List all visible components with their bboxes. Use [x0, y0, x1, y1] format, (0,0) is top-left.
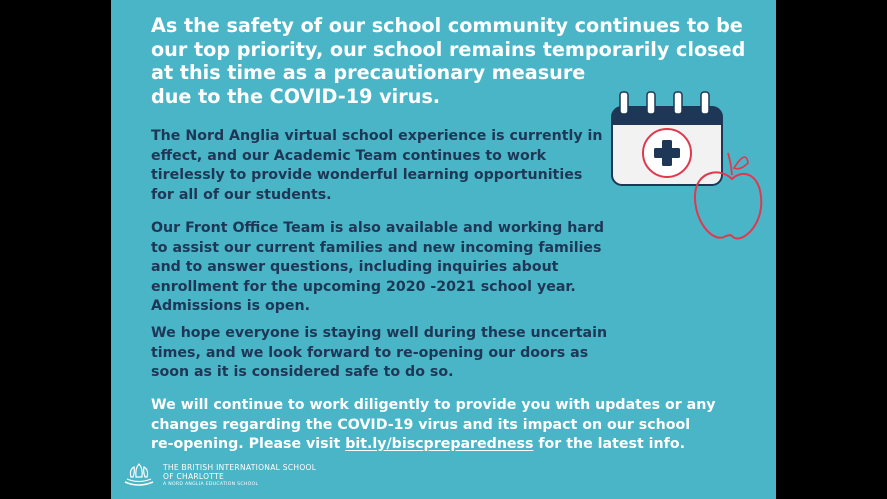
- closing-paragraph: [151, 396, 716, 455]
- calendar-icon: [612, 92, 722, 185]
- paragraph-line: We hope everyone is staying well during these uncertain: [151, 325, 608, 341]
- paragraph-line: Admissions is open.: [151, 298, 311, 314]
- headline-line: As the safety of our school community continues to be: [151, 14, 743, 37]
- announcement-slide: [111, 0, 776, 499]
- paragraph-line: The Nord Anglia virtual school experience is currently in: [151, 128, 603, 144]
- school-tagline: A NORD ANGLIA EDUCATION SCHOOL: [163, 482, 259, 487]
- calendar-apple-illustration: [606, 85, 766, 245]
- paragraph-line: to assist our current families and new incoming families: [151, 239, 602, 256]
- virtual-school-paragraph: [151, 127, 603, 205]
- front-office-paragraph: [151, 219, 604, 317]
- paragraph-line: soon as it is considered safe to do so.: [151, 364, 454, 380]
- closing-line: changes regarding the COVID-19 virus and its impact on our school: [151, 416, 691, 433]
- paragraph-line: for all of our students.: [151, 186, 332, 203]
- school-name-line: OF CHARLOTTE: [163, 472, 225, 481]
- paragraph-line: enrollment for the upcoming 2020 -2021 school year.: [151, 278, 576, 295]
- headline-line: due to the COVID-19 virus.: [151, 84, 441, 108]
- paragraph-line: and to answer questions, including inquiries about: [151, 259, 559, 275]
- paragraph-line: times, and we look forward to re-opening our doors as: [151, 344, 589, 361]
- closing-line: [151, 435, 716, 455]
- crest-icon: [121, 462, 157, 490]
- wellbeing-paragraph: [151, 324, 607, 383]
- closing-line: We will continue to work diligently to provide you with updates or any: [151, 397, 716, 413]
- preparedness-link[interactable]: bit.ly/biscpreparedness: [345, 436, 534, 452]
- headline-line: at this time as a precautionary measure: [151, 61, 586, 84]
- closing-text-before-link: re-opening. Please visit: [151, 436, 346, 452]
- school-name-line: THE BRITISH INTERNATIONAL SCHOOL: [163, 463, 317, 472]
- school-logo: [121, 462, 316, 490]
- paragraph-line: tirelessly to provide wonderful learning opportunities: [151, 167, 583, 183]
- closing-text-after-link: for the latest info.: [533, 436, 685, 452]
- paragraph-line: Our Front Office Team is also available and working hard: [151, 220, 605, 236]
- paragraph-line: effect, and our Academic Team continues to work: [151, 147, 547, 164]
- headline-line: our top priority, our school remains temporarily closed: [151, 37, 746, 61]
- school-name: [163, 463, 316, 489]
